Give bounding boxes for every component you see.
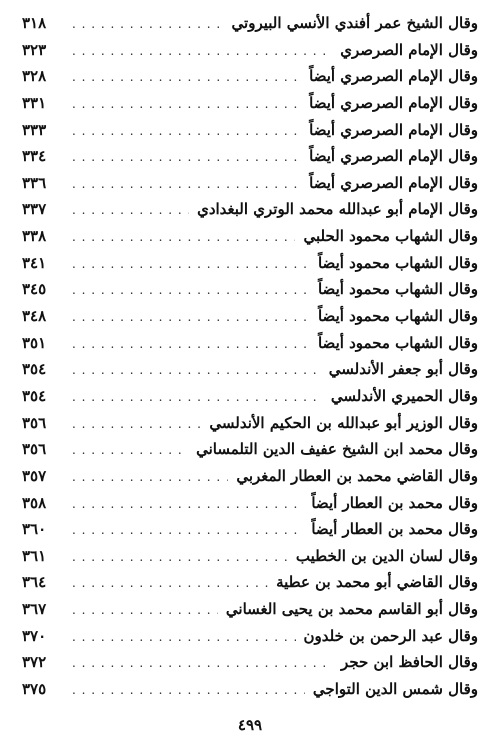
toc-entry-title: وقال القاضي أبو محمد بن عطية	[276, 573, 478, 592]
toc-entry-page: ٣٧٢	[22, 653, 47, 672]
toc-entry-title: وقال الوزير أبو عبدالله بن الحكيم الأندلسي	[209, 413, 478, 432]
toc-entry-page: ٣٥٤	[22, 386, 47, 405]
toc-entry-page: ٣٦٧	[22, 600, 47, 619]
toc-entry-title: وقال الشهاب محمود أيضاً	[317, 333, 478, 352]
toc-entry-title: وقال الإمام أبو عبدالله محمد الوتري البغدادي	[197, 200, 478, 219]
toc-entry-title: وقال الشهاب محمود أيضاً	[317, 280, 478, 299]
dot-leader	[72, 411, 201, 438]
toc-entry	[22, 63, 478, 90]
toc-entry-title: وقال شمس الدين التواجي	[312, 680, 478, 699]
toc-entry-page: ٣٣٨	[22, 227, 47, 246]
toc-entry-page: ٣٣٣	[22, 120, 47, 139]
toc-entry	[22, 463, 478, 490]
toc-entry-page: ٣٦١	[22, 546, 47, 565]
dot-leader	[72, 197, 189, 224]
toc-entry-page: ٣٢٣	[22, 40, 47, 59]
toc-entry	[22, 10, 478, 37]
toc-entry-page: ٣٥٤	[22, 360, 47, 379]
toc-entry-page: ٣٣٤	[22, 147, 47, 166]
dot-leader	[72, 331, 310, 358]
toc-entry-page: ٣٥٦	[22, 440, 47, 459]
toc-entry	[22, 250, 478, 277]
dot-leader	[72, 624, 296, 651]
toc-entry-title: وقال الإمام الصرصري	[340, 40, 478, 59]
toc-entry-title: وقال أبو جعفر الأندلسي	[328, 360, 478, 379]
toc-entry	[22, 90, 478, 117]
toc-entry	[22, 516, 478, 543]
toc-entry	[22, 143, 478, 170]
toc-entry	[22, 170, 478, 197]
toc-entry	[22, 330, 478, 357]
toc-entry-title: وقال الإمام الصرصري أيضاً	[309, 147, 478, 166]
toc-entry-title: وقال الحميري الأندلسي	[330, 386, 478, 405]
dot-leader	[72, 677, 305, 704]
toc-entry-page: ٣٣٧	[22, 200, 47, 219]
dot-leader	[72, 64, 301, 91]
toc-entry	[22, 436, 478, 463]
toc-entry-title: وقال الشهاب محمود أيضاً	[317, 253, 478, 272]
dot-leader	[72, 517, 303, 544]
toc-entry	[22, 276, 478, 303]
toc-entry-page: ٣٦٤	[22, 573, 47, 592]
toc-entry-page: ٣٥٦	[22, 413, 47, 432]
toc-entry-title: وقال الشهاب محمود أيضاً	[317, 307, 478, 326]
toc-entry	[22, 676, 478, 703]
toc-entry-title: وقال محمد بن العطار أيضاً	[311, 520, 478, 539]
dot-leader	[72, 171, 301, 198]
toc-entry-title: وقال الإمام الصرصري أيضاً	[309, 173, 478, 192]
dot-leader	[72, 118, 301, 145]
toc-entry	[22, 117, 478, 144]
dot-leader	[72, 491, 303, 518]
table-of-contents	[22, 10, 478, 703]
toc-entry-page: ٣٤١	[22, 253, 47, 272]
dot-leader	[72, 437, 188, 464]
dot-leader	[72, 650, 333, 677]
toc-entry	[22, 410, 478, 437]
toc-entry-title: وقال لسان الدين بن الخطيب	[295, 546, 478, 565]
toc-entry-page: ٣٥٧	[22, 466, 47, 485]
toc-entry-title: وقال محمد بن العطار أيضاً	[311, 493, 478, 512]
toc-entry	[22, 356, 478, 383]
dot-leader	[72, 544, 288, 571]
toc-entry	[22, 569, 478, 596]
toc-entry-page: ٣١٨	[22, 14, 47, 32]
toc-entry	[22, 196, 478, 223]
toc-entry-page: ٣٧٥	[22, 680, 47, 699]
toc-entry-page: ٣٣١	[22, 93, 47, 112]
toc-entry-page: ٣٥٨	[22, 493, 47, 512]
toc-entry-title: وقال الشيخ عمر أفندي الأنسي البيروتي	[231, 14, 478, 32]
toc-entry-title: وقال عبد الرحمن بن خلدون	[303, 626, 478, 645]
toc-entry-title: وقال أبو القاسم محمد بن يحيى الغساني	[225, 600, 478, 619]
toc-entry	[22, 223, 478, 250]
dot-leader	[72, 251, 310, 278]
dot-leader	[72, 91, 301, 118]
dot-leader	[72, 597, 218, 624]
dot-leader	[72, 277, 310, 304]
toc-entry-page: ٣٧٠	[22, 626, 47, 645]
toc-entry	[22, 490, 478, 517]
toc-entry-page: ٣٦٠	[22, 520, 47, 539]
toc-entry	[22, 303, 478, 330]
dot-leader	[72, 38, 332, 65]
dot-leader	[72, 384, 323, 411]
dot-leader	[72, 11, 224, 38]
toc-entry-page: ٣٥١	[22, 333, 47, 352]
toc-entry-title: وقال الشهاب محمود الحلبي	[303, 227, 478, 246]
toc-entry	[22, 37, 478, 64]
toc-entry	[22, 649, 478, 676]
toc-entry-title: وقال الحافظ ابن حجر	[341, 653, 478, 672]
dot-leader	[72, 464, 228, 491]
toc-entry-page: ٣٤٥	[22, 280, 47, 299]
toc-entry	[22, 383, 478, 410]
toc-entry	[22, 596, 478, 623]
dot-leader	[72, 224, 295, 251]
toc-entry-title: وقال الإمام الصرصري أيضاً	[309, 93, 478, 112]
toc-entry	[22, 543, 478, 570]
toc-entry-title: وقال محمد ابن الشيخ عفيف الدين التلمساني	[196, 440, 478, 459]
dot-leader	[72, 144, 301, 171]
toc-entry-page: ٣٤٨	[22, 307, 47, 326]
toc-entry	[22, 623, 478, 650]
toc-entry-page: ٣٣٦	[22, 173, 47, 192]
toc-entry-title: وقال الإمام الصرصري أيضاً	[309, 67, 478, 86]
dot-leader	[72, 570, 268, 597]
toc-entry-title: وقال القاضي محمد بن العطار المغربي	[236, 466, 478, 485]
page-number: ٤٩٩	[237, 716, 263, 734]
dot-leader	[72, 304, 310, 331]
dot-leader	[72, 357, 321, 384]
toc-entry-title: وقال الإمام الصرصري أيضاً	[309, 120, 478, 139]
toc-entry-page: ٣٢٨	[22, 67, 47, 86]
